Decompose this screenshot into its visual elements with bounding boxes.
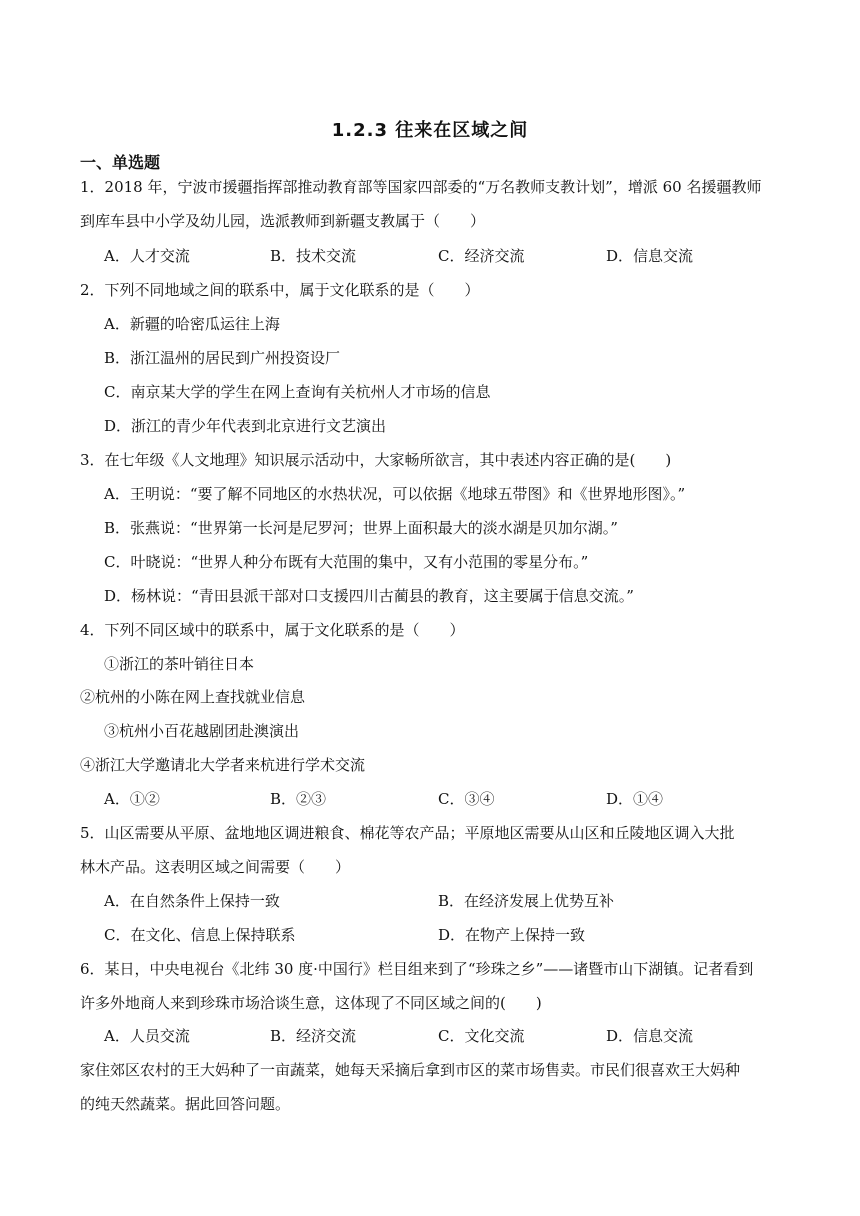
- q2-option-c[interactable]: C．南京某大学的学生在网上查询有关杭州人才市场的信息: [104, 383, 491, 401]
- q6-option-d[interactable]: D．信息交流: [606, 1027, 694, 1045]
- q4-option-c[interactable]: C．③④: [438, 790, 495, 808]
- q4-item-4: ④浙江大学邀请北大学者来杭进行学术交流: [80, 756, 366, 774]
- q2-option-a[interactable]: A．新疆的哈密瓜运往上海: [104, 315, 280, 333]
- q5-option-d[interactable]: D．在物产上保持一致: [438, 926, 586, 944]
- question-5-line-2: 林木产品。这表明区域之间需要（ ）: [80, 858, 351, 876]
- question-4-line-1: 4．下列不同区域中的联系中，属于文化联系的是（ ）: [80, 621, 465, 639]
- q1-option-c[interactable]: C．经济交流: [438, 247, 525, 265]
- question-2-line-1: 2．下列不同地域之间的联系中，属于文化联系的是（ ）: [80, 281, 480, 299]
- question-5-line-1: 5．山区需要从平原、盆地地区调进粮食、棉花等农产品；平原地区需要从山区和丘陵地区调入大批: [80, 824, 735, 842]
- q2-option-b[interactable]: B．浙江温州的居民到广州投资设厂: [104, 349, 341, 367]
- q5-option-b[interactable]: B．在经济发展上优势互补: [438, 892, 615, 910]
- passage-line-2: 的纯天然蔬菜。据此回答问题。: [80, 1095, 291, 1113]
- q1-option-a[interactable]: A．人才交流: [104, 247, 190, 265]
- question-3-line-1: 3．在七年级《人文地理》知识展示活动中，大家畅所欲言，其中表述内容正确的是( ): [80, 451, 672, 469]
- q2-option-d[interactable]: D．浙江的青少年代表到北京进行文艺演出: [104, 417, 387, 435]
- q3-option-d[interactable]: D．杨林说：“青田县派干部对口支援四川古蔺县的教育，这主要属于信息交流。”: [104, 587, 634, 605]
- question-6-line-2: 许多外地商人来到珍珠市场洽谈生意，这体现了不同区域之间的( ): [80, 994, 542, 1012]
- q1-option-b[interactable]: B．技术交流: [270, 247, 357, 265]
- q4-item-1: ①浙江的茶叶销往日本: [104, 655, 255, 673]
- q4-item-2: ②杭州的小陈在网上查找就业信息: [80, 688, 306, 706]
- q3-option-a[interactable]: A．王明说：“要了解不同地区的水热状况，可以依据《地球五带图》和《世界地形图》。”: [104, 485, 686, 503]
- q4-option-a[interactable]: A．①②: [104, 790, 160, 808]
- page-title: 1.2.3 往来在区域之间: [331, 120, 529, 141]
- q3-option-c[interactable]: C．叶晓说：“世界人种分布既有大范围的集中，又有小范围的零星分布。”: [104, 553, 589, 571]
- q5-option-a[interactable]: A．在自然条件上保持一致: [104, 892, 280, 910]
- question-6-line-1: 6．某日，中央电视台《北纬 30 度·中国行》栏目组来到了“珍珠之乡”——诸暨市山下湖镇。记者看到: [80, 960, 754, 978]
- q6-option-c[interactable]: C．文化交流: [438, 1027, 525, 1045]
- q4-option-d[interactable]: D．①④: [606, 790, 664, 808]
- passage-line-1: 家住郊区农村的王大妈种了一亩蔬菜，她每天采摘后拿到市区的菜市场售卖。市民们很喜欢王大妈种: [80, 1061, 741, 1079]
- q6-option-a[interactable]: A．人员交流: [104, 1027, 190, 1045]
- section-heading: 一、单选题: [80, 153, 161, 172]
- question-1-line-1: 1．2018 年，宁波市援疆指挥部推动教育部等国家四部委的“万名教师支教计划”，增派 60 名援疆教师: [80, 178, 762, 196]
- q6-option-b[interactable]: B．经济交流: [270, 1027, 357, 1045]
- q4-item-3: ③杭州小百花越剧团赴澳演出: [104, 722, 300, 740]
- q4-option-b[interactable]: B．②③: [270, 790, 327, 808]
- q5-option-c[interactable]: C．在文化、信息上保持联系: [104, 926, 296, 944]
- question-1-line-2: 到库车县中小学及幼儿园，选派教师到新疆支教属于（ ）: [80, 212, 486, 230]
- q1-option-d[interactable]: D．信息交流: [606, 247, 694, 265]
- q3-option-b[interactable]: B．张燕说：“世界第一长河是尼罗河；世界上面积最大的淡水湖是贝加尔湖。”: [104, 519, 618, 537]
